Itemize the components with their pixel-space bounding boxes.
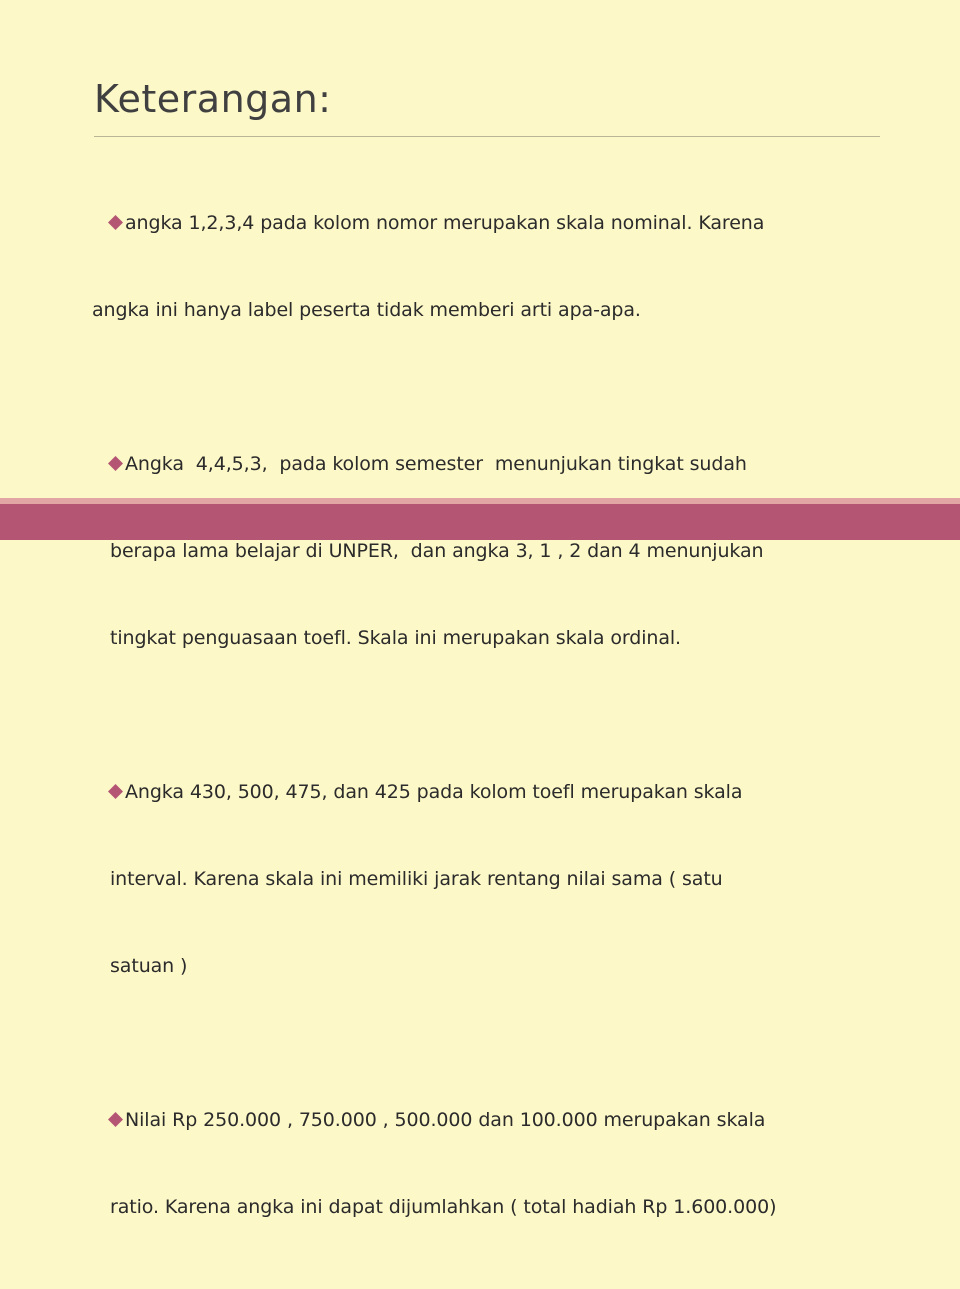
bullet-line-text: ratio. Karena angka ini dapat dijumlahkan ( total hadiah Rp 1.600.000): [110, 1196, 777, 1218]
diamond-bullet-icon: [108, 456, 123, 471]
bullet-line: [110, 865, 900, 894]
bullet-line: [110, 1193, 900, 1222]
footer-band: [0, 504, 960, 540]
diamond-bullet-icon: [108, 215, 123, 230]
bullet-line: [108, 1106, 900, 1135]
diamond-bullet-icon: [108, 1112, 123, 1127]
bullet-line-text: berapa lama belajar di UNPER, dan angka 3, 1 , 2 dan 4 menunjukan: [110, 540, 764, 562]
slide-title: Keterangan:: [94, 77, 332, 121]
bullet-line: [110, 624, 900, 653]
bullet-line: [92, 296, 900, 325]
bullet-line: [108, 209, 900, 238]
bullet-line-text: Angka 430, 500, 475, dan 425 pada kolom toefl merupakan skala: [125, 781, 743, 803]
bullet-item-nominal: [92, 151, 900, 383]
bullet-item-ratio: [110, 1048, 900, 1280]
bullet-line-text: Angka 4,4,5,3, pada kolom semester menunjukan tingkat sudah: [125, 453, 747, 475]
bullet-line-text: tingkat penguasaan toefl. Skala ini merupakan skala ordinal.: [110, 627, 681, 649]
bullet-line: [108, 450, 900, 479]
bullet-list: [92, 151, 900, 1289]
bullet-line: [110, 537, 900, 566]
title-divider: [94, 136, 880, 137]
bullet-item-interval: [110, 720, 900, 1039]
bullet-line-text: Nilai Rp 250.000 , 750.000 , 500.000 dan 100.000 merupakan skala: [125, 1109, 766, 1131]
bullet-line: [110, 952, 900, 981]
bullet-item-ordinal: [110, 392, 900, 711]
bullet-line: [108, 778, 900, 807]
bullet-line-text: satuan ): [110, 955, 188, 977]
bullet-line-text: interval. Karena skala ini memiliki jarak rentang nilai sama ( satu: [110, 868, 723, 890]
bullet-line-text: angka ini hanya label peserta tidak memberi arti apa-apa.: [92, 299, 641, 321]
bullet-line-text: angka 1,2,3,4 pada kolom nomor merupakan skala nominal. Karena: [125, 212, 765, 234]
diamond-bullet-icon: [108, 784, 123, 799]
